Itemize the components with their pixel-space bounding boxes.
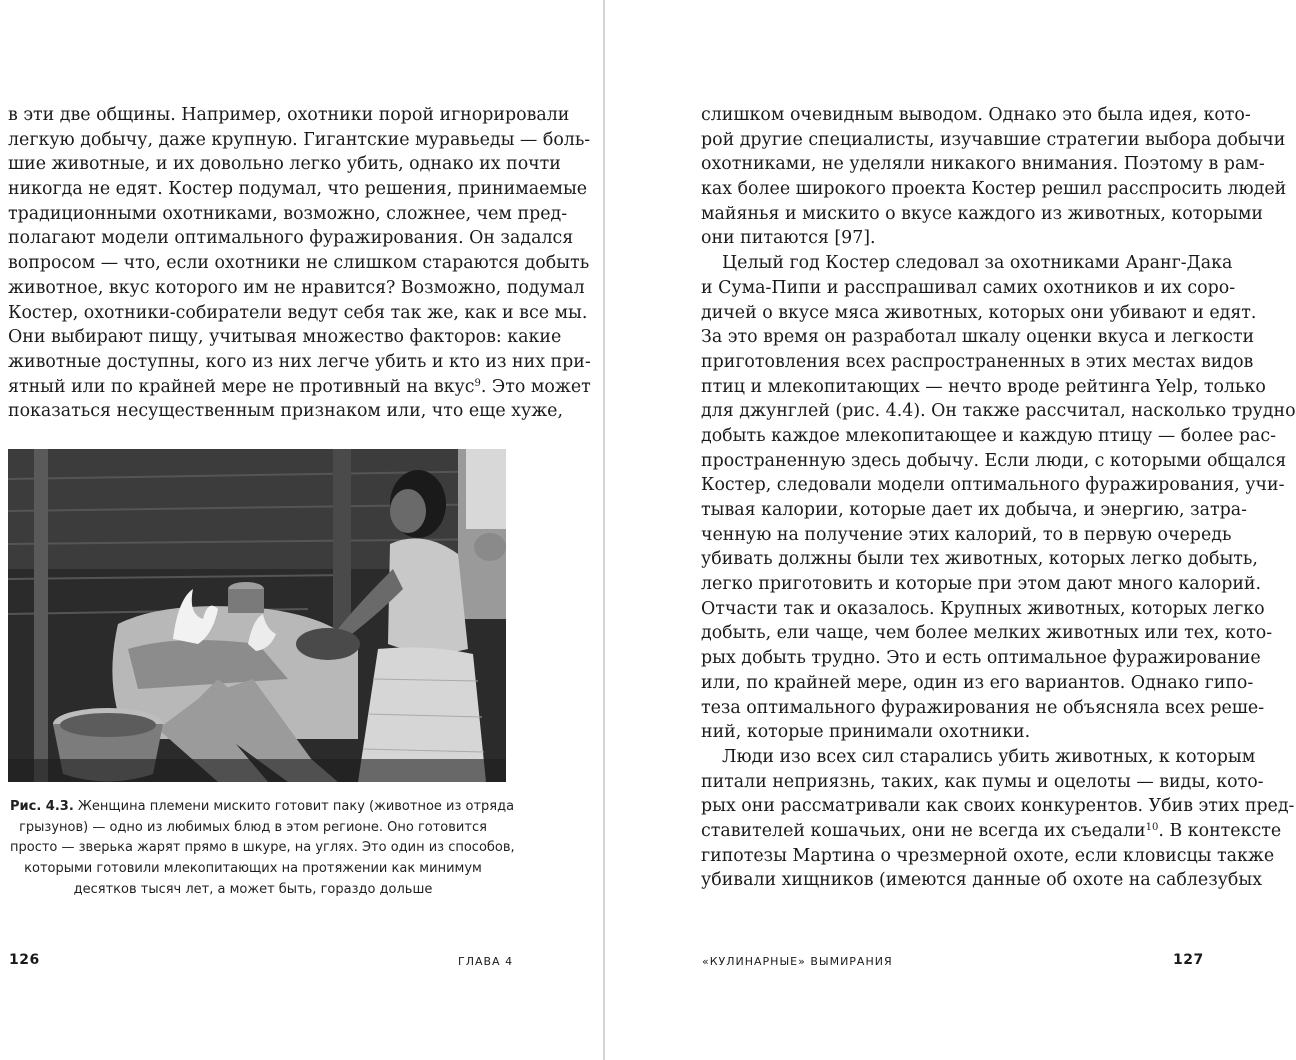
right-page	[605, 0, 1296, 1060]
photo-woman-cooking	[8, 449, 506, 782]
body-line: рых они рассматривали как своих конкурентов. Убив этих пред-	[701, 796, 1295, 817]
body-line: тывая калории, которые дает их добыча, и энергию, затра-	[701, 500, 1247, 520]
body-line: убивать должны были тех животных, которых легко добыть,	[701, 549, 1258, 570]
body-line: За это время он разработал шкалу оценки вкуса и легкости	[701, 327, 1255, 348]
body-line: дичей о вкусе мяса животных, которых они убивают и едят.	[701, 302, 1257, 323]
left-body-text	[8, 103, 591, 424]
page-number-left: 126	[9, 952, 40, 968]
body-line: приготовления всех распространенных в этих местах видов	[701, 351, 1254, 372]
body-line: птиц и млекопитающих — нечто вроде рейтинга Yelp, только	[701, 376, 1266, 397]
body-line: традиционными охотниками, возможно, сложнее, чем пред-	[8, 203, 568, 224]
running-head-left: ГЛАВА 4	[458, 955, 514, 968]
body-line: никогда не едят. Костер подумал, что решения, принимаемые	[8, 179, 588, 200]
body-line: охотниками, не уделяли никакого внимания. Поэтому в рам-	[701, 154, 1265, 175]
body-line: легкую добычу, даже крупную. Гигантские муравьеды — боль-	[8, 129, 591, 150]
paragraph-start: Целый год Костер следовал за охотниками Аранг-Дака	[722, 253, 1233, 274]
body-line: и Сума-Пипи и расспрашивал самих охотников и их соро-	[701, 277, 1236, 298]
body-line: добыть, ели чаще, чем более мелких животных или тех, кото-	[701, 623, 1273, 644]
caption-line	[10, 797, 515, 818]
page-number-right: 127	[1173, 952, 1204, 968]
body-line-with-footnote	[701, 819, 1282, 844]
body-line: слишком очевидным выводом. Однако это была идея, кото-	[701, 105, 1251, 125]
figure-photo	[8, 449, 506, 782]
body-line-tail: . Это может	[480, 376, 591, 397]
body-line: шие животные, и их довольно легко убить, однако их почти	[8, 154, 561, 175]
caption-line: грызунов) — одно из любимых блюд в этом регионе. Оно готовится	[19, 819, 487, 835]
body-line: Костер, охотники-собиратели ведут себя так же, как и все мы.	[8, 302, 588, 323]
left-page	[0, 0, 603, 1060]
body-line: пространенную здесь добычу. Если люди, с которыми общался	[701, 450, 1287, 471]
caption-line: которыми готовили млекопитающих на протяжении как минимум	[24, 861, 482, 877]
body-line: теза оптимального фуражирования не объясняла всех реше-	[701, 697, 1265, 718]
body-line: легко приготовить и которые при этом дают много калорий.	[701, 574, 1262, 595]
paragraph-start: Люди изо всех сил старались убить животных, к которым	[722, 746, 1256, 767]
body-line: Они выбирают пищу, учитывая множество факторов: какие	[8, 327, 562, 348]
body-line: или, по крайней мере, один из его вариантов. Однако гипо-	[701, 672, 1254, 693]
body-line: полагают модели оптимального фуражирования. Он задался	[8, 228, 574, 249]
running-head-right: «КУЛИНАРНЫЕ» ВЫМИРАНИЯ	[702, 955, 893, 968]
body-line: ченную на получение этих калорий, то в первую очередь	[701, 524, 1232, 545]
body-line: гипотезы Мартина о чрезмерной охоте, если кловисцы также	[701, 845, 1275, 866]
body-line: ний, которые принимали охотники.	[701, 722, 1031, 743]
body-line: ках более широкого проекта Костер решил расспросить людей	[701, 179, 1287, 200]
caption-line: просто — зверька жарят прямо в шкуре, на углях. Это один из способов,	[10, 840, 515, 856]
body-line-text: ятный или по крайней мере не противный на вкус	[8, 376, 475, 397]
footnote-ref[interactable]: 9	[474, 377, 481, 389]
body-line: Отчасти так и оказалось. Крупных животных, которых легко	[701, 598, 1265, 619]
body-line: рой другие специалисты, изучавшие стратегии выбора добычи	[701, 129, 1286, 150]
body-line: питали неприязнь, таких, как пумы и оцелоты — виды, кото-	[701, 771, 1264, 792]
body-line: показаться несущественным признаком или, что еще хуже,	[8, 401, 564, 422]
figure-caption	[10, 797, 515, 900]
body-line: убивали хищников (имеются данные об охоте на саблезубых	[701, 870, 1263, 891]
body-line: вопросом — что, если охотники не слишком стараются добыть	[8, 253, 590, 274]
body-line: добыть каждое млекопитающее и каждую птицу — более рас-	[701, 425, 1276, 446]
body-line-tail: . В контексте	[1158, 820, 1282, 841]
body-line: Костер, следовали модели оптимального фуражирования, учи-	[701, 475, 1285, 496]
footnote-ref[interactable]: 10	[1145, 821, 1159, 833]
body-line: они питаются [97].	[701, 228, 876, 249]
body-line: майянья и мискито о вкусе каждого из животных, которыми	[701, 203, 1263, 224]
body-line-with-footnote	[8, 375, 591, 400]
body-line: животное, вкус которого им не нравится? Возможно, подумал	[8, 277, 585, 298]
caption-text: Женщина племени мискито готовит паку (животное из отряда	[73, 799, 515, 814]
body-line-text: ставителей кошачьих, они не всегда их съедали	[701, 820, 1146, 841]
body-line: в эти две общины. Например, охотники порой игнорировали	[8, 105, 570, 125]
body-line: для джунглей (рис. 4.4). Он также рассчитал, насколько трудно	[701, 401, 1296, 422]
right-body-text	[701, 103, 1296, 893]
body-line: рых добыть трудно. Это и есть оптимальное фуражирование	[701, 648, 1261, 669]
caption-label: Рис. 4.3.	[10, 799, 74, 814]
body-line: животные доступны, кого из них легче убить и кто из них при-	[8, 351, 591, 372]
caption-line: десятков тысяч лет, а может быть, гораздо дольше	[73, 881, 433, 897]
